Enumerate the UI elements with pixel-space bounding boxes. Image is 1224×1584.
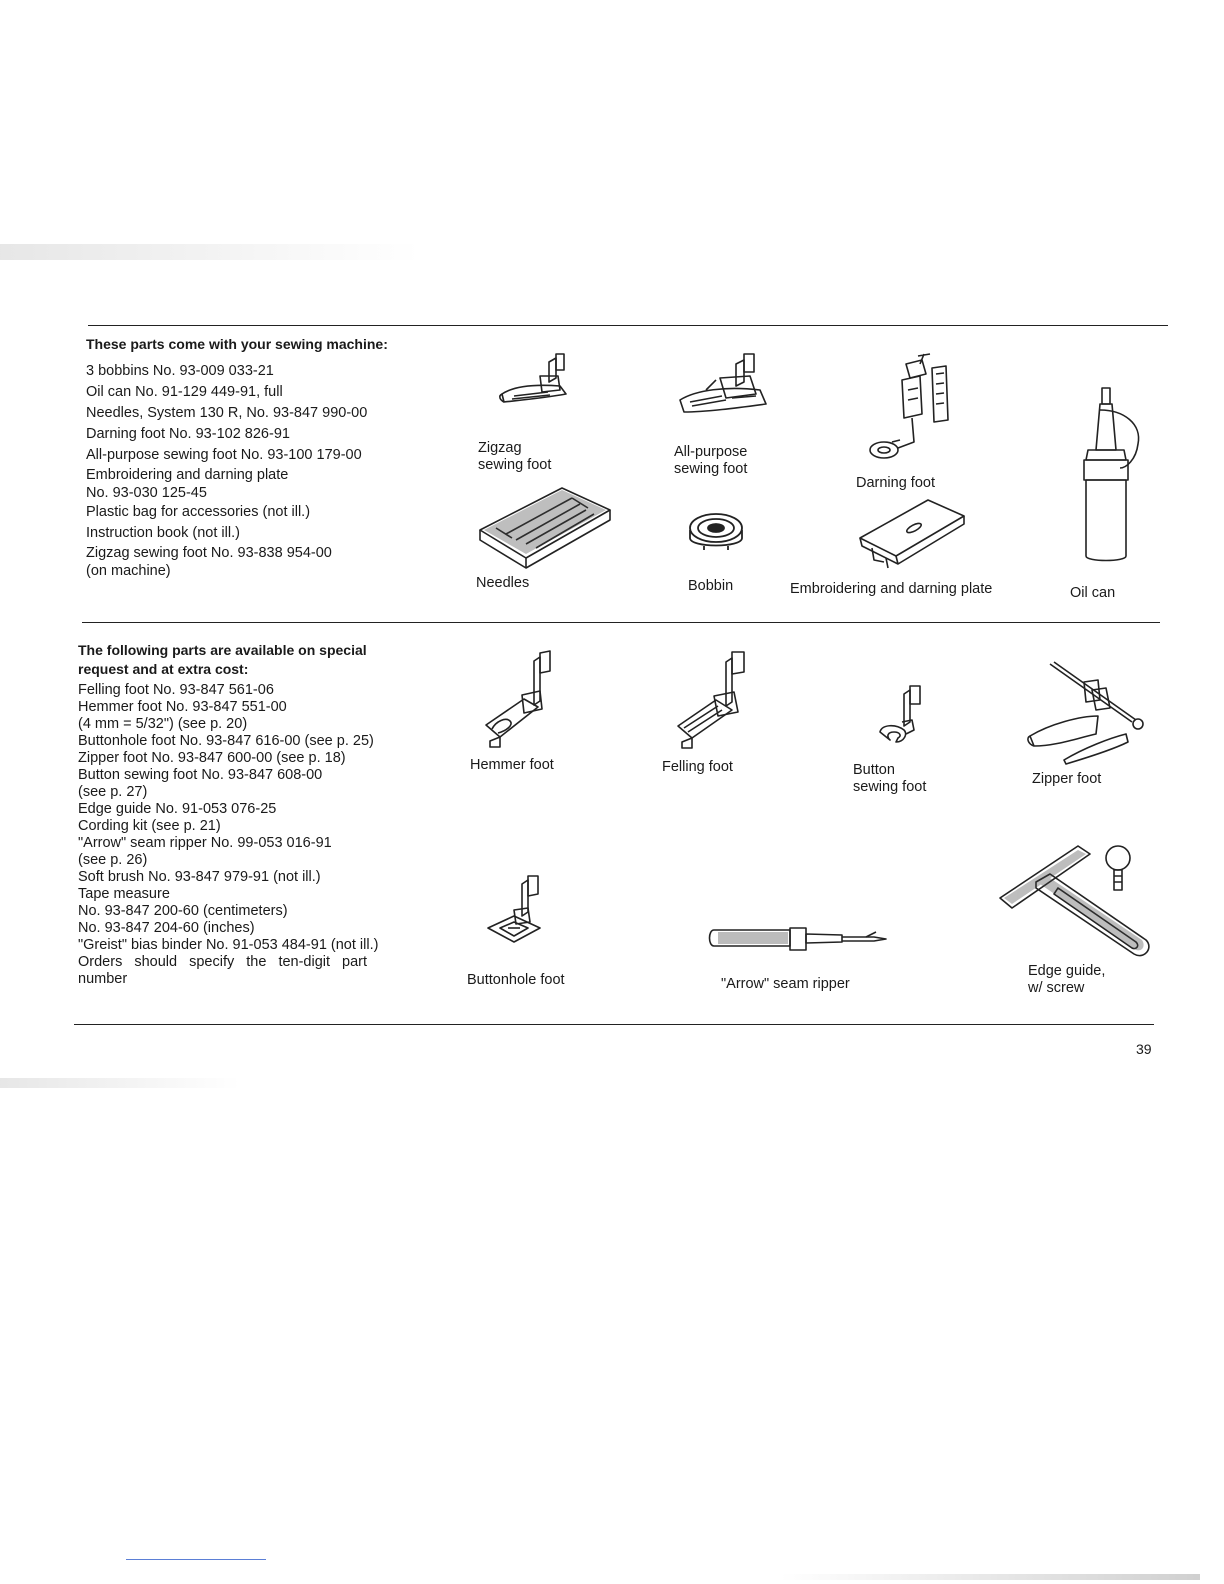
all-purpose-foot-caption: All-purpose sewing foot — [674, 444, 748, 477]
scan-underline — [126, 1559, 266, 1560]
edge-guide-caption: Edge guide, w/ screw — [1028, 963, 1106, 996]
list-item: Embroidering and darning plate — [86, 467, 289, 483]
list-item: No. 93-030 125-45 — [86, 485, 207, 501]
list-item: (on machine) — [86, 563, 171, 579]
page-number: 39 — [1136, 1041, 1152, 1057]
list-item: Darning foot No. 93-102 826-91 — [86, 426, 290, 442]
plate-icon — [856, 494, 968, 574]
edge-guide-illustration — [996, 838, 1156, 962]
list-item: Button sewing foot No. 93-847 608-00 — [78, 767, 323, 783]
list-item: (4 mm = 5/32") (see p. 20) — [78, 716, 248, 732]
buttonhole-foot-icon — [484, 872, 550, 948]
seam-ripper-caption: "Arrow" seam ripper — [721, 976, 850, 992]
top-rule — [88, 325, 1168, 326]
list-item: Oil can No. 91-129 449-91, full — [86, 384, 283, 400]
seam-ripper-illustration — [706, 924, 892, 954]
oil-can-icon — [1064, 380, 1144, 566]
list-item: Tape measure — [78, 886, 170, 902]
button-foot-icon — [874, 682, 934, 748]
zipper-foot-caption: Zipper foot — [1032, 771, 1102, 787]
optional-parts-heading-line1: The following parts are available on special — [78, 642, 367, 658]
scan-edge-mark — [780, 1574, 1200, 1580]
list-item: Felling foot No. 93-847 561-06 — [78, 682, 274, 698]
bobbin-icon — [686, 508, 746, 558]
bobbin-caption: Bobbin — [688, 578, 734, 594]
button-sewing-foot-caption: Button sewing foot — [853, 762, 927, 795]
button-sewing-foot-illustration — [874, 682, 934, 748]
darning-foot-icon — [862, 350, 962, 466]
all-purpose-foot-illustration — [676, 350, 776, 422]
scan-edge-mark — [0, 244, 420, 260]
buttonhole-foot-illustration — [484, 872, 550, 948]
presser-foot-icon — [480, 645, 570, 749]
list-item: Needles, System 130 R, No. 93-847 990-00 — [86, 405, 368, 421]
zigzag-foot-illustration — [494, 350, 584, 414]
list-item: Zigzag sewing foot No. 93-838 954-00 — [86, 545, 332, 561]
oil-can-caption: Oil can — [1070, 585, 1116, 601]
embroidering-plate-illustration — [856, 494, 968, 574]
zipper-foot-icon — [1020, 660, 1150, 766]
list-item: 3 bobbins No. 93-009 033-21 — [86, 363, 274, 379]
included-parts-heading: These parts come with your sewing machine: — [86, 336, 388, 352]
list-item: (see p. 27) — [78, 784, 148, 800]
optional-parts-heading-line2: request and at extra cost: — [78, 661, 249, 677]
felling-foot-illustration — [674, 646, 764, 750]
embroidering-plate-caption: Embroidering and darning plate — [790, 581, 993, 597]
list-item: Cording kit (see p. 21) — [78, 818, 221, 834]
darning-foot-caption: Darning foot — [856, 475, 935, 491]
bobbin-illustration — [686, 508, 746, 558]
list-item: Zipper foot No. 93-847 600-00 (see p. 18) — [78, 750, 346, 766]
zipper-foot-illustration — [1020, 660, 1150, 766]
list-item: number — [78, 971, 128, 987]
needles-illustration — [476, 482, 616, 574]
scan-edge-mark — [0, 1078, 240, 1088]
darning-foot-illustration — [862, 350, 962, 466]
list-item: Plastic bag for accessories (not ill.) — [86, 504, 311, 520]
optional-parts-list — [78, 642, 448, 988]
list-item: Buttonhole foot No. 93-847 616-00 (see p. 25) — [78, 733, 374, 749]
included-parts-list — [86, 336, 446, 580]
list-item: (see p. 26) — [78, 852, 148, 868]
list-item: Soft brush No. 93-847 979-91 (not ill.) — [78, 869, 321, 885]
hemmer-foot-caption: Hemmer foot — [470, 757, 554, 773]
zigzag-foot-caption: Zigzag sewing foot — [478, 440, 552, 473]
list-item: Hemmer foot No. 93-847 551-00 — [78, 699, 287, 715]
list-item: No. 93-847 204-60 (inches) — [78, 920, 255, 936]
buttonhole-foot-caption: Buttonhole foot — [467, 972, 565, 988]
presser-foot-icon — [676, 350, 776, 422]
list-item: Orders should specify the ten-digit part — [78, 954, 368, 970]
presser-foot-icon — [674, 646, 764, 750]
hemmer-foot-illustration — [480, 645, 570, 749]
felling-foot-caption: Felling foot — [662, 759, 733, 775]
needle-pack-icon — [476, 482, 616, 574]
list-item: "Arrow" seam ripper No. 99-053 016-91 — [78, 835, 332, 851]
list-item: Instruction book (not ill.) — [86, 525, 240, 541]
oil-can-illustration — [1064, 380, 1144, 566]
presser-foot-icon — [494, 350, 584, 414]
list-item: Edge guide No. 91-053 076-25 — [78, 801, 277, 817]
list-item: "Greist" bias binder No. 91-053 484-91 (not ill.) — [78, 937, 379, 953]
list-item: All-purpose sewing foot No. 93-100 179-00 — [86, 447, 362, 463]
bottom-rule — [74, 1024, 1154, 1025]
edge-guide-icon — [996, 838, 1156, 962]
middle-rule — [82, 622, 1160, 623]
seam-ripper-icon — [706, 924, 892, 954]
needles-caption: Needles — [476, 575, 530, 591]
list-item: No. 93-847 200-60 (centimeters) — [78, 903, 288, 919]
